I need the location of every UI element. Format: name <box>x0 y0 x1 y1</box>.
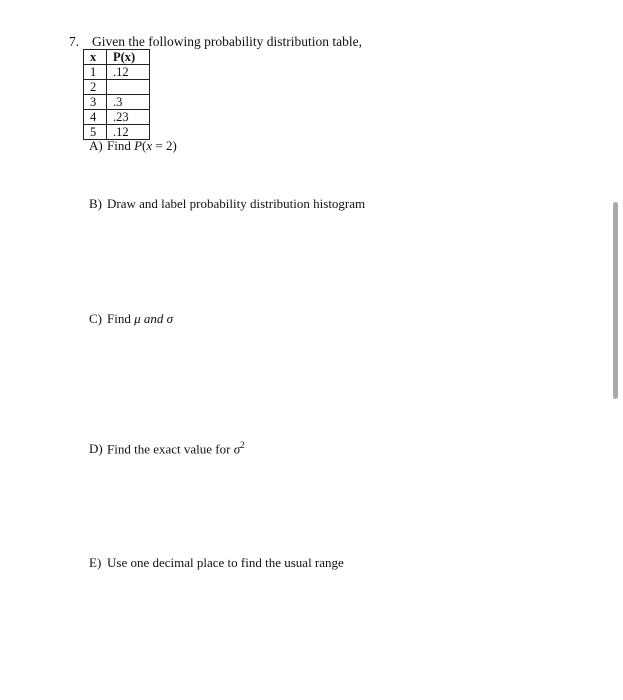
part-e-letter: E) <box>89 555 102 570</box>
table-row <box>84 110 150 125</box>
cell-x: 2 <box>84 80 107 95</box>
part-a-letter: A) <box>89 138 103 153</box>
header-px: P(x) <box>107 50 150 65</box>
part-e-text: Use one decimal place to find the usual range <box>107 555 344 570</box>
part-a-expr-rest: = 2) <box>152 138 177 153</box>
scrollbar-thumb[interactable] <box>613 202 618 399</box>
part-a-expr-open: ( <box>142 138 147 153</box>
question-stem: Given the following probability distribution table, <box>92 34 362 49</box>
part-d-letter: D) <box>89 441 103 457</box>
cell-px: .12 <box>107 125 150 140</box>
part-c <box>89 311 173 327</box>
question-number: 7. <box>69 34 80 49</box>
probability-distribution-table <box>83 49 150 140</box>
cell-x: 5 <box>84 125 107 140</box>
header-x: x <box>84 50 107 65</box>
cell-x: 3 <box>84 95 107 110</box>
table-row <box>84 80 150 95</box>
part-b-text: Draw and label probability distribution histogram <box>107 196 366 211</box>
part-d-superscript: 2 <box>240 440 245 450</box>
part-d-text: Find the exact value for <box>107 441 234 457</box>
part-a-text: Find <box>107 138 135 153</box>
part-d <box>89 440 245 457</box>
cell-px: .12 <box>107 65 150 80</box>
cell-px: .23 <box>107 110 150 125</box>
part-a-expr-p: P <box>134 138 143 153</box>
part-b <box>89 196 365 212</box>
part-c-letter: C) <box>89 311 102 326</box>
table-header-row <box>84 50 150 65</box>
cell-px: .3 <box>107 95 150 110</box>
part-d-expr: σ <box>233 441 241 457</box>
cell-x: 4 <box>84 110 107 125</box>
part-c-expr: μ and σ <box>134 311 174 326</box>
table-row <box>84 95 150 110</box>
table-row <box>84 65 150 80</box>
cell-px <box>107 80 150 95</box>
part-c-text: Find <box>107 311 135 326</box>
part-a-expr-x: x <box>146 138 153 153</box>
part-e <box>89 555 344 571</box>
part-a <box>89 138 177 154</box>
cell-x: 1 <box>84 65 107 80</box>
part-b-letter: B) <box>89 196 102 211</box>
